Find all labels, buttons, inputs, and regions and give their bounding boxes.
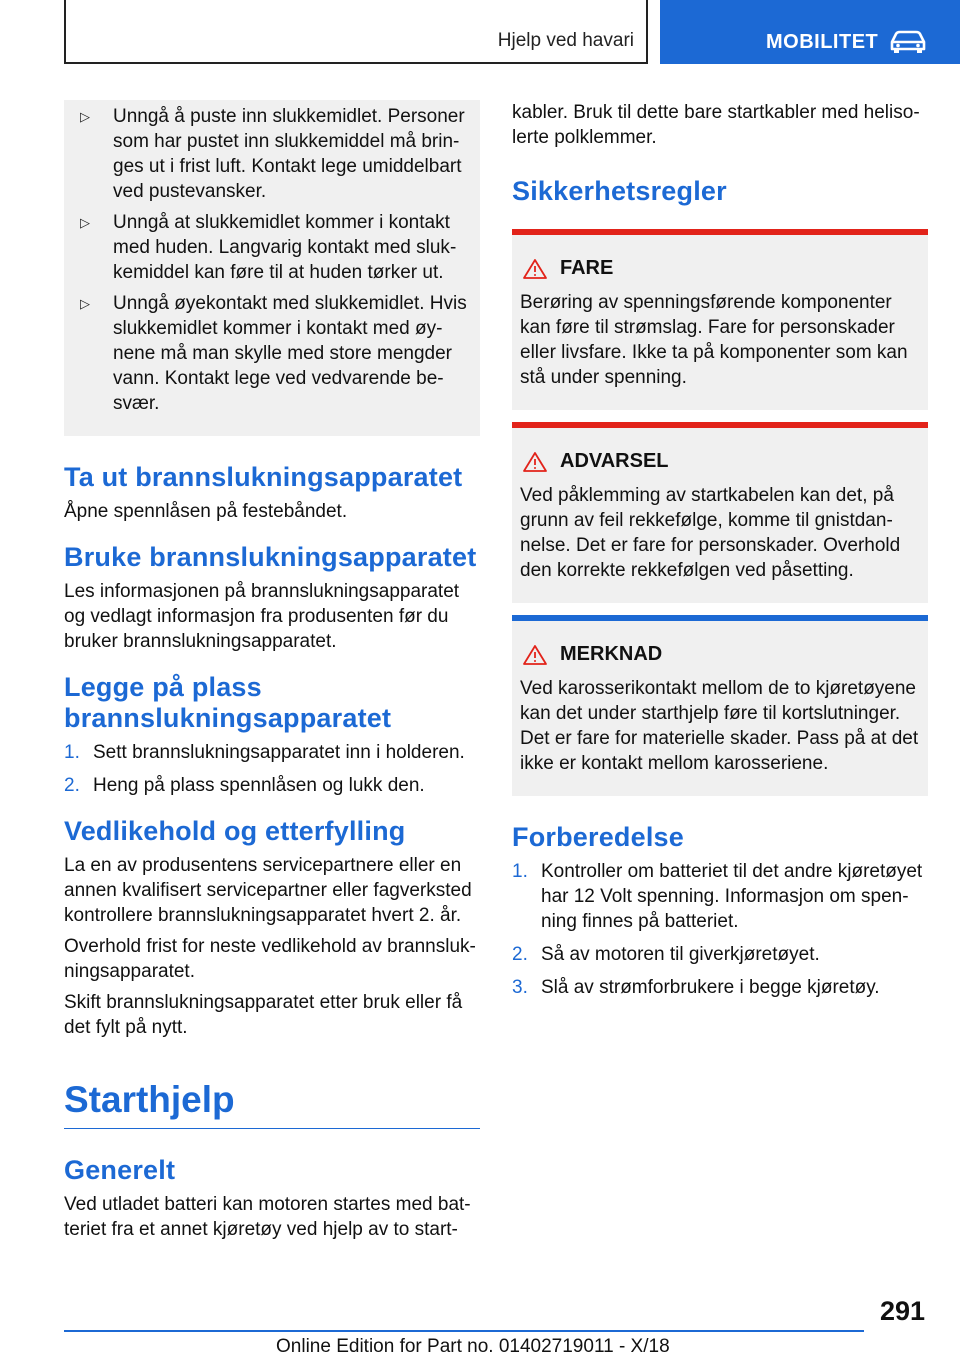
list-item xyxy=(512,859,928,934)
bullet-triangle-icon: ▷ xyxy=(80,215,90,230)
tip-item xyxy=(74,291,470,416)
section-text-use: Les informasjonen på brannslukningsapparatet og vedlagt informasjon fra produsenten før du bruker brannslukningsapparatet. xyxy=(64,581,460,652)
list-item xyxy=(64,740,480,765)
section-text-general: Ved utladet batteri kan motoren startes med batteriet fra et annet kjøretøy ved hjelp av to start- xyxy=(64,1194,471,1240)
warning-triangle-icon xyxy=(520,644,560,666)
tip-text: Unngå øyekontakt med slukkemidlet. Hvis slukkemidlet kommer i kontakt med øynene må man skylle med store mengder vann. Kontakt lege ved vedvarende besvær. xyxy=(113,293,467,414)
maintenance-paragraph: Overhold frist for neste vedlikehold av brannslukningsapparatet. xyxy=(64,936,476,982)
right-column xyxy=(512,100,928,1008)
notice-body xyxy=(512,235,928,410)
step-number: 3. xyxy=(512,977,528,998)
notice-title: ADVARSEL xyxy=(560,450,669,472)
maintenance-paragraph: La en av produsentens servicepartnere eller en annen kvalifisert servicepartner eller fagverksted kontrollere brannslukningsapparatet hvert 2. år. xyxy=(64,855,472,926)
step-text: Heng på plass spennlåsen og lukk den. xyxy=(93,775,425,796)
notice-danger xyxy=(512,229,928,410)
bullet-triangle-icon: ▷ xyxy=(80,109,90,124)
tip-text: Unngå å puste inn slukkemidlet. Personer som har pustet inn slukkemiddel må bringes ut i frist luft. Kontakt lege umiddelbart ved pustevansker. xyxy=(113,106,465,202)
notice-text: Ved karosserikontakt mellom de to kjøretøyene kan det under starthjelp føre til kortslutninger. Det er fare for materielle skader. Pass på at det ikke er kontakt mellom karosseriene. xyxy=(520,678,919,774)
notice-note xyxy=(512,615,928,796)
notice-header xyxy=(520,643,920,666)
section-heading-general: Generelt xyxy=(64,1155,176,1185)
header-tab-label: MOBILITET xyxy=(766,31,879,53)
step-text: Kontroller om batteriet til det andre kjøretøyet har 12 Volt spenning. Informasjon om spenning finnes på batteriet. xyxy=(541,861,923,932)
notice-header xyxy=(520,257,920,280)
notice-header xyxy=(520,450,920,473)
step-text: Så av motoren til giverkjøretøyet. xyxy=(541,944,820,965)
stow-steps-list xyxy=(64,740,480,798)
section-text-remove: Åpne spennlåsen på festebåndet. xyxy=(64,501,348,522)
step-number: 1. xyxy=(512,861,528,882)
tip-item xyxy=(74,104,470,204)
section-heading-use: Bruke brannslukningsapparatet xyxy=(64,542,477,572)
notice-text: Ved påklemming av startkabelen kan det, på grunn av feil rekkefølge, komme til gnistdannelse. Det er fare for personskader. Overhold den korrekte rekkefølgen ved påsetting. xyxy=(520,485,901,581)
header-chapter-tab[interactable] xyxy=(660,0,960,64)
warning-triangle-icon xyxy=(520,258,560,280)
list-item xyxy=(512,975,928,1000)
notice-body xyxy=(512,428,928,603)
notice-text: Berøring av spenningsførende komponenter kan føre til strømslag. Fare for personskader eller livsfare. Ikke ta på komponenter som kan stå under spenning. xyxy=(520,292,908,388)
notice-warning xyxy=(512,422,928,603)
notice-body xyxy=(512,621,928,796)
notice-title: FARE xyxy=(560,257,614,279)
step-text: Sett brannslukningsapparatet inn i holderen. xyxy=(93,742,465,763)
preparation-steps-list xyxy=(512,859,928,1000)
step-number: 1. xyxy=(64,742,80,763)
section-heading-stow: Legge på plass brannslukningsapparatet xyxy=(64,672,392,733)
notice-title: MERKNAD xyxy=(560,643,663,665)
step-number: 2. xyxy=(64,775,80,796)
section-heading-preparation: Forberedelse xyxy=(512,822,684,852)
tips-box xyxy=(64,100,480,436)
section-heading-maintenance: Vedlikehold og etterfylling xyxy=(64,816,406,846)
list-item xyxy=(64,773,480,798)
bullet-triangle-icon: ▷ xyxy=(80,296,90,311)
list-item xyxy=(512,942,928,967)
tip-text: Unngå at slukkemidlet kommer i kontakt med huden. Langvarig kontakt med slukkemiddel kan føre til at huden tørker ut. xyxy=(113,212,457,283)
footer-divider xyxy=(64,1330,864,1332)
page-number: 291 xyxy=(879,1296,925,1326)
maintenance-paragraph: Skift brannslukningsapparatet etter bruk eller få det fylt på nytt. xyxy=(64,992,463,1038)
header-section-box xyxy=(64,0,648,64)
step-number: 2. xyxy=(512,944,528,965)
chapter-title: Starthjelp xyxy=(64,1078,480,1129)
left-column xyxy=(64,100,480,1242)
section-heading-safety: Sikkerhetsregler xyxy=(512,176,727,206)
footer-edition: Online Edition for Part no. 01402719011 - X/18 xyxy=(276,1336,670,1357)
warning-triangle-icon xyxy=(520,451,560,473)
continued-text: kabler. Bruk til dette bare startkabler med helisolerte polklemmer. xyxy=(512,102,920,148)
section-heading-remove: Ta ut brannslukningsapparatet xyxy=(64,462,463,492)
tip-item xyxy=(74,210,470,285)
header-section-title: Hjelp ved havari xyxy=(497,30,634,51)
car-icon xyxy=(888,28,928,54)
step-text: Slå av strømforbrukere i begge kjøretøy. xyxy=(541,977,880,998)
